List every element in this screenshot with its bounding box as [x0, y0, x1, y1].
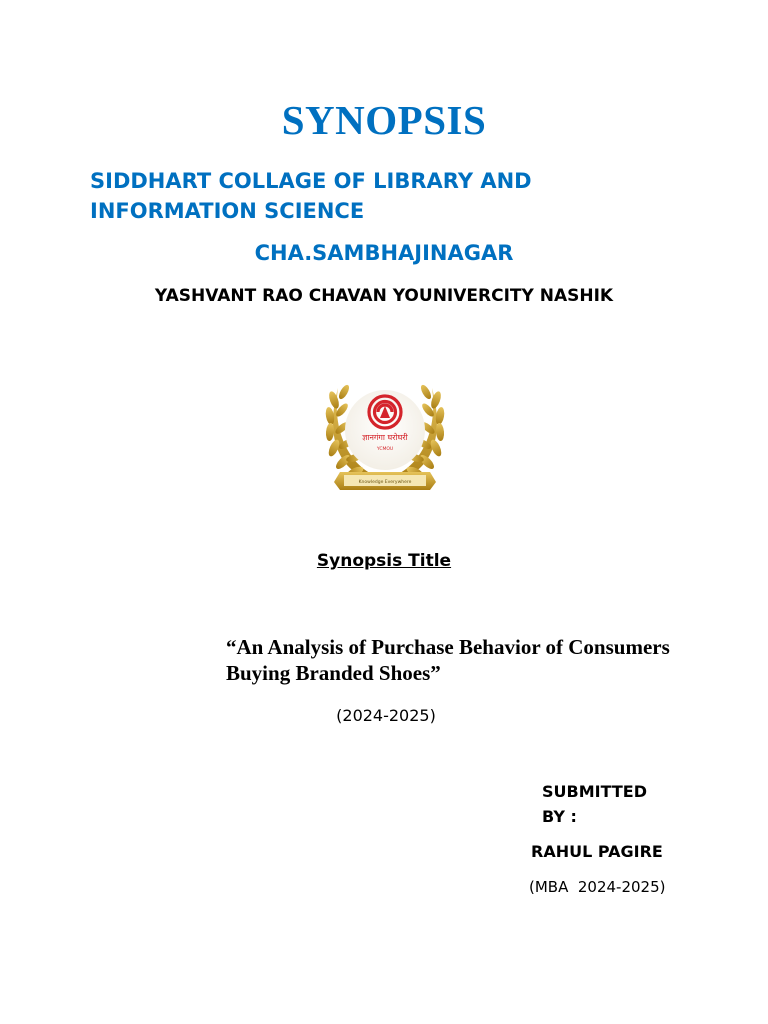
- student-name: RAHUL PAGIRE: [531, 842, 663, 861]
- university-emblem-icon: [318, 370, 452, 494]
- university-name: YASHVANT RAO CHAVAN YOUNIVERCITY NASHIK: [154, 286, 614, 306]
- emblem-script-text: ज्ञानगंगा घरोघरी: [362, 433, 408, 442]
- student-course: (MBA 2024-2025): [529, 878, 666, 896]
- synopsis-title: “An Analysis of Purchase Behavior of Consumers Buying Branded Shoes”: [226, 635, 670, 685]
- college-name: SIDDHART COLLAGE OF LIBRARY AND INFORMATION SCIENCE: [90, 169, 532, 223]
- synopsis-title-label: Synopsis Title: [316, 551, 452, 571]
- city-name: CHA.SAMBHAJINAGAR: [254, 241, 514, 265]
- document-title: SYNOPSIS: [281, 97, 487, 143]
- emblem-ribbon-text: Knowledge Everywhere: [358, 480, 412, 485]
- submitted-by-label: SUBMITTED BY :: [542, 782, 647, 826]
- academic-year: (2024-2025): [336, 706, 436, 725]
- emblem-abbr: YCMOU: [376, 447, 394, 452]
